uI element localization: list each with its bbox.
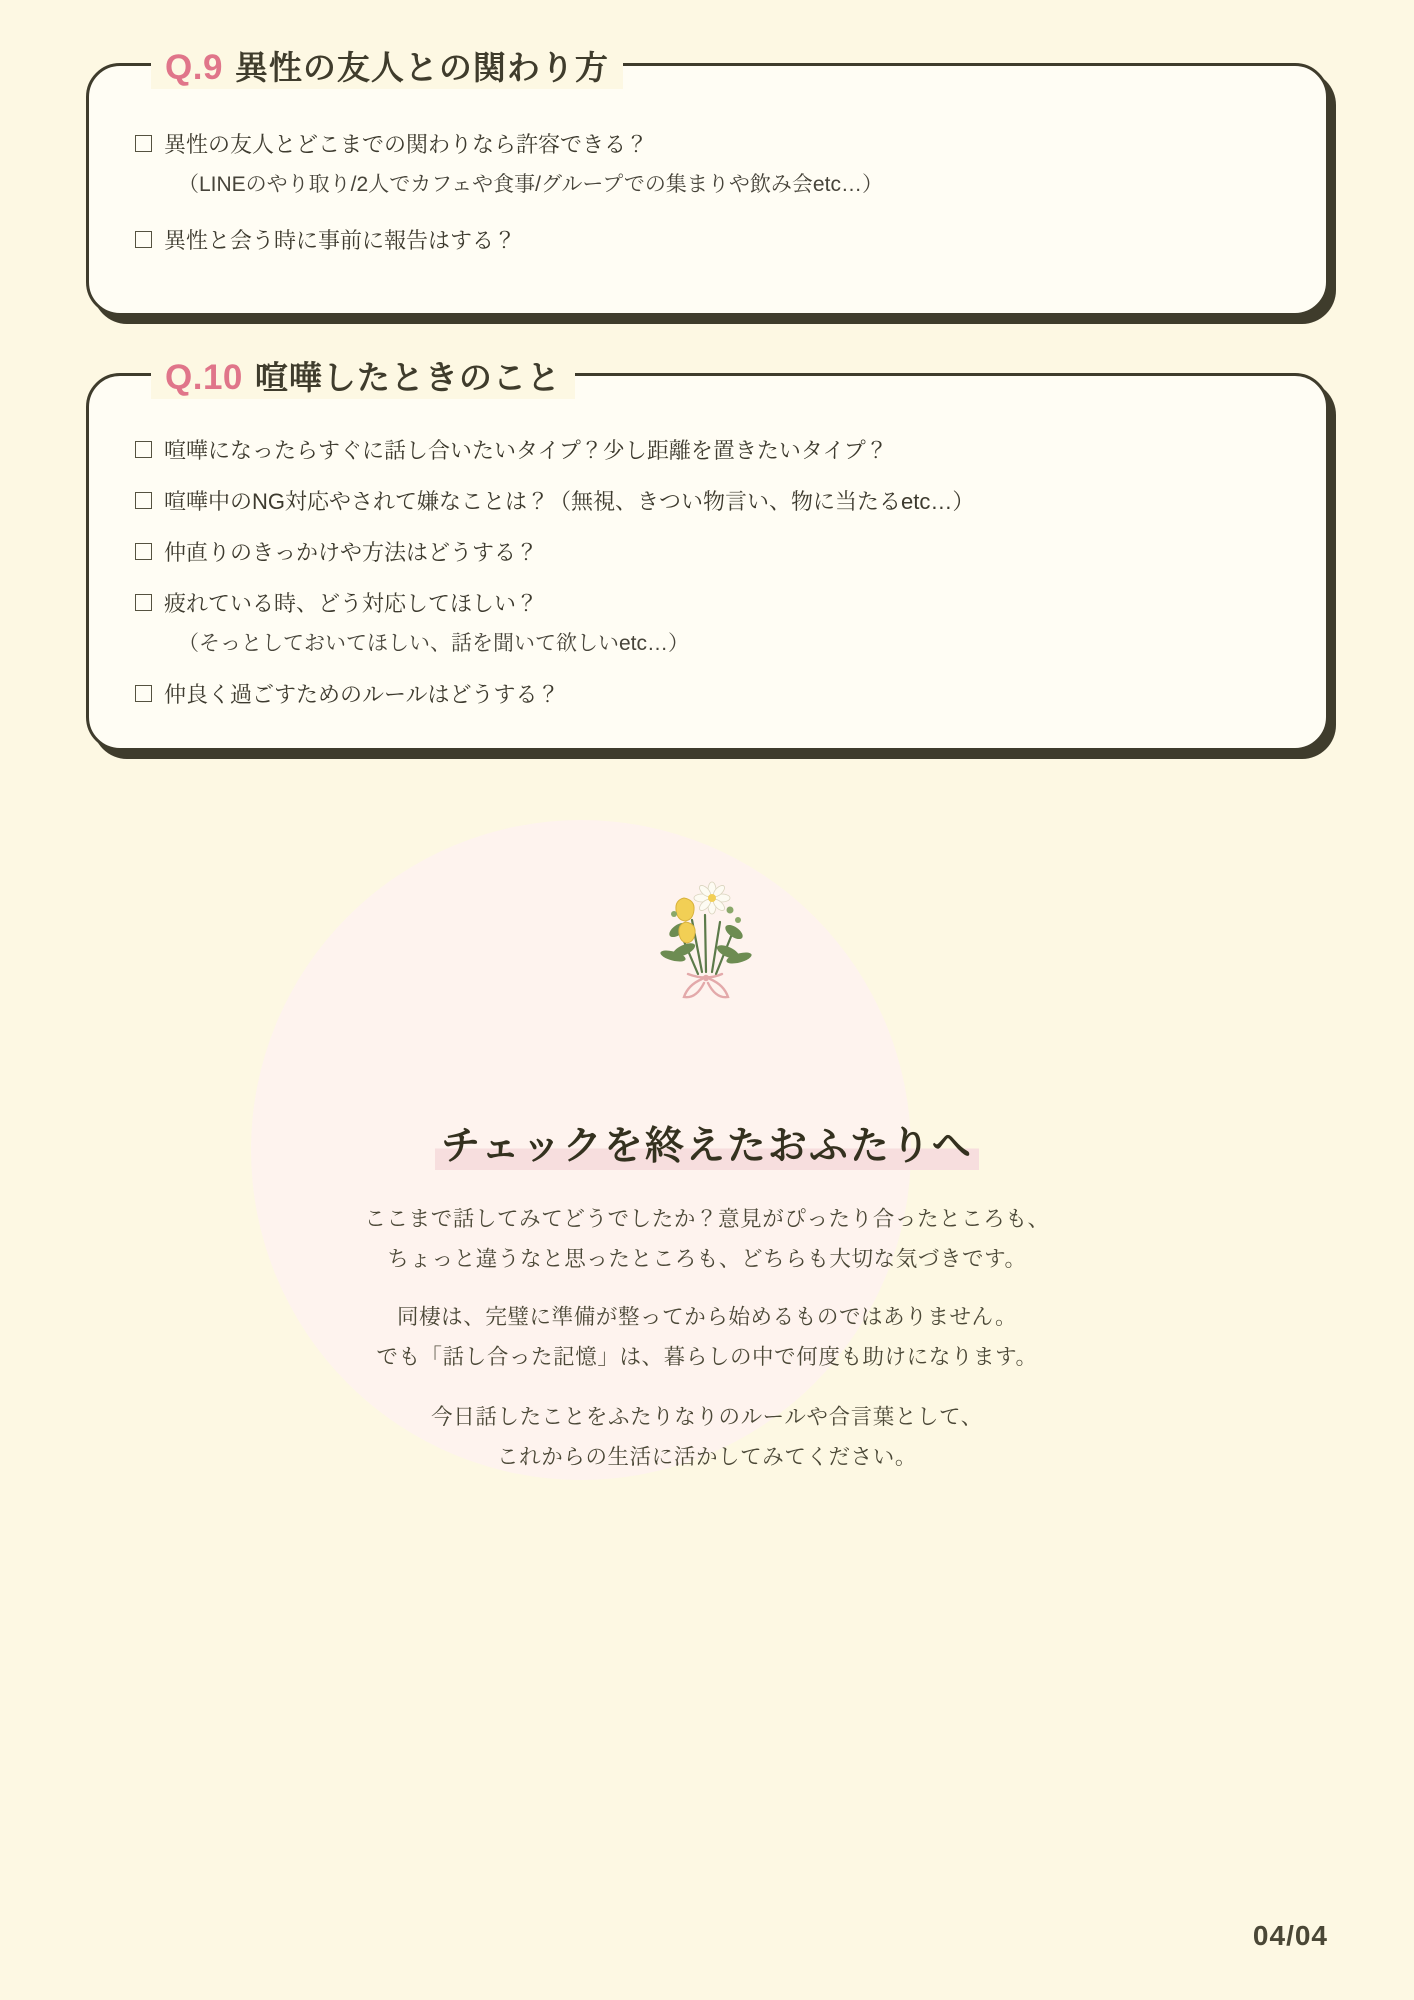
closing-paragraph-2-line-1: 同棲は、完璧に準備が整ってから始めるものではありません。 bbox=[396, 1305, 1018, 1329]
checkbox-icon[interactable] bbox=[135, 685, 152, 702]
card-body-q9 bbox=[89, 66, 1326, 288]
checklist-item-text-wrap bbox=[164, 678, 560, 712]
question-number: Q.9 bbox=[165, 48, 223, 87]
checklist-item-label: 異性と会う時に事前に報告はする？ bbox=[164, 227, 517, 253]
closing-paragraph-1-line-2: ちょっと違うなと思ったところも、どちらも大切な気づきです。 bbox=[387, 1246, 1027, 1271]
closing-paragraph-1 bbox=[0, 1200, 1414, 1280]
card-legend-q9 bbox=[151, 42, 623, 89]
checklist-item-label: 仲直りのきっかけや方法はどうする？ bbox=[164, 540, 539, 566]
checkbox-icon[interactable] bbox=[135, 543, 152, 560]
closing-paragraph-2-line-2: でも「話し合った記憶」は、暮らしの中で何度も助けになります。 bbox=[376, 1344, 1038, 1369]
checklist-item[interactable] bbox=[135, 587, 1280, 661]
question-card-q9 bbox=[86, 48, 1329, 316]
closing-title bbox=[0, 1115, 1414, 1171]
checkbox-icon[interactable] bbox=[135, 594, 152, 611]
checklist-item[interactable] bbox=[135, 678, 1280, 712]
checklist-item[interactable] bbox=[135, 224, 1280, 258]
checklist-item-text-wrap bbox=[164, 434, 888, 468]
bouquet-icon bbox=[640, 860, 770, 1020]
question-card-q10 bbox=[86, 358, 1329, 751]
question-title: 喧嘩したときのこと bbox=[254, 359, 561, 396]
checklist-item-label: 喧嘩中のNG対応やされて嫌なことは？（無視、きつい物言い、物に当たるetc…） bbox=[164, 489, 975, 515]
card-legend-q10 bbox=[151, 352, 575, 399]
checklist-item-note: （LINEのやり取り/2人でカフェや食事/グループでの集まりや飲み会etc…） bbox=[178, 173, 883, 197]
closing-paragraph-3-line-2: これからの生活に活かしてみてください。 bbox=[497, 1444, 917, 1469]
checkbox-icon[interactable] bbox=[135, 441, 152, 458]
closing-paragraph-1-line-1: ここまで話してみてどうでしたか？意見がぴったり合ったところも、 bbox=[364, 1207, 1050, 1231]
checklist-item[interactable] bbox=[135, 434, 1280, 468]
closing-title-text: チェックを終えたおふたりへ bbox=[435, 1125, 979, 1170]
closing-paragraph-3-line-1: 今日話したことをふたりなりのルールや合言葉として、 bbox=[431, 1405, 983, 1429]
checklist-item[interactable] bbox=[135, 536, 1280, 570]
question-number: Q.10 bbox=[165, 358, 243, 397]
question-title: 異性の友人との関わり方 bbox=[234, 49, 609, 86]
checklist-item-text-wrap bbox=[164, 128, 883, 202]
closing-section bbox=[0, 820, 1414, 1560]
checkbox-icon[interactable] bbox=[135, 492, 152, 509]
checklist-item-text-wrap bbox=[164, 224, 516, 258]
closing-paragraph-2 bbox=[0, 1298, 1414, 1378]
checklist-item[interactable] bbox=[135, 485, 1280, 519]
checklist-item-label: 仲良く過ごすためのルールはどうする？ bbox=[164, 681, 560, 707]
closing-paragraph-3 bbox=[0, 1398, 1414, 1478]
checklist-item-text-wrap bbox=[164, 587, 689, 661]
page-number: 04/04 bbox=[1252, 1920, 1328, 1951]
checkbox-icon[interactable] bbox=[135, 135, 152, 152]
checklist-item-text-wrap bbox=[164, 485, 974, 519]
checklist-item-text-wrap bbox=[164, 536, 538, 570]
checklist-item[interactable] bbox=[135, 128, 1280, 202]
checklist-item-label: 異性の友人とどこまでの関わりなら許容できる？ bbox=[164, 132, 649, 157]
checklist-item-label: 喧嘩になったらすぐに話し合いたいタイプ？少し距離を置きたいタイプ？ bbox=[164, 438, 888, 463]
checkbox-icon[interactable] bbox=[135, 231, 152, 248]
checklist-item-note: （そっとしておいてほしい、話を聞いて欲しいetc…） bbox=[178, 632, 690, 656]
card-body-q10 bbox=[89, 376, 1326, 759]
checklist-item-label: 疲れている時、どう対応してほしい？ bbox=[164, 591, 539, 617]
